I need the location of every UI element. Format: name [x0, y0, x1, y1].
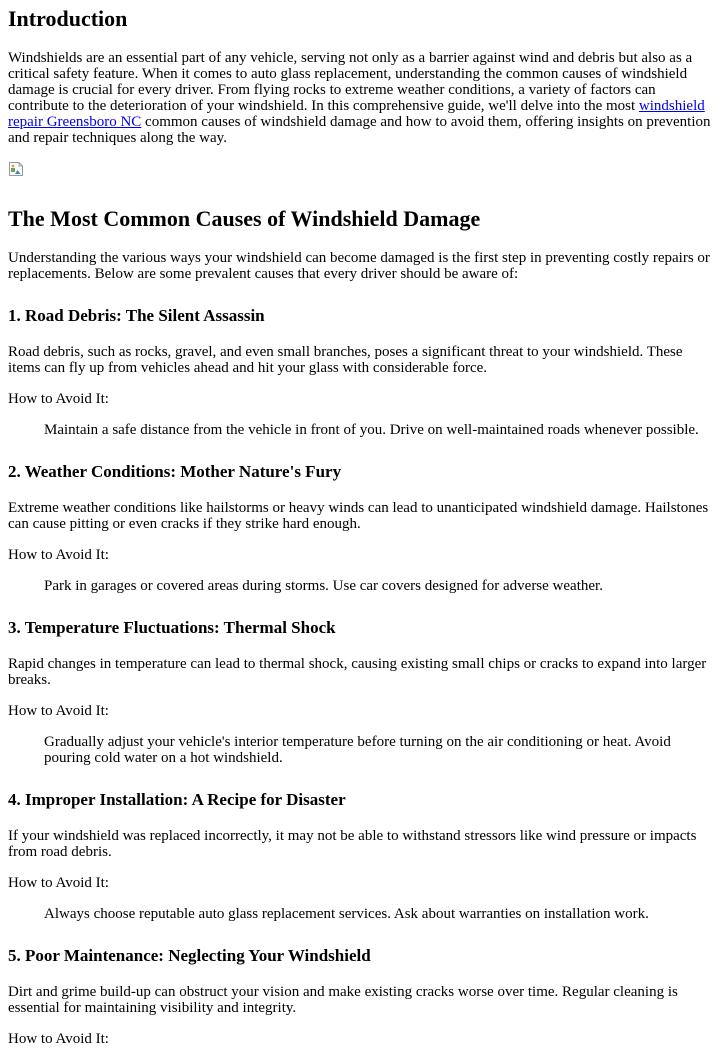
cause-5-title: 5. Poor Maintenance: Neglecting Your Windshield	[8, 946, 371, 965]
cause-1-body: Road debris, such as rocks, gravel, and even small branches, poses a significant threat to your windshield. These items can fly up from vehicles ahead and hit your glass with considerable force.	[8, 344, 683, 376]
cause-3-title: 3. Temperature Fluctuations: Thermal Shock	[8, 618, 336, 637]
windshield-repair-link[interactable]: windshield repair Greensboro NC	[8, 98, 705, 130]
broken-image-icon	[8, 161, 24, 177]
cause-1-title: 1. Road Debris: The Silent Assassin	[8, 306, 265, 325]
causes-heading: The Most Common Causes of Windshield Damage	[8, 206, 481, 231]
cause-2-tip: Park in garages or covered areas during storms. Use car covers designed for adverse weather.	[44, 578, 603, 594]
cause-4-avoid-label: How to Avoid It:	[8, 875, 109, 891]
cause-4-tip: Always choose reputable auto glass replacement services. Ask about warranties on installation work.	[44, 906, 649, 922]
causes-intro: Understanding the various ways your windshield can become damaged is the first step in preventing costly repairs or replacements. Below are some prevalent causes that every driver should be aware of:	[8, 250, 710, 282]
intro-text-before-link: Windshields are an essential part of any vehicle, serving not only as a barrier against wind and debris but also as a critical safety feature. When it comes to auto glass replacement, understanding the common causes of windshield damage is crucial for every driver. From flying rocks to extreme weather conditions, a variety of factors can contribute to the deterioration of your windshield. In this comprehensive guide, we'll delve into the most	[8, 50, 693, 114]
cause-5-avoid-label: How to Avoid It:	[8, 1031, 109, 1047]
intro-paragraph	[8, 50, 714, 146]
article	[8, 0, 714, 1062]
intro-text-after-link: common causes of windshield damage and how to avoid them, offering insights on prevention and repair techniques along the way.	[8, 114, 711, 146]
cause-2-title: 2. Weather Conditions: Mother Nature's Fury	[8, 462, 342, 481]
cause-2-body: Extreme weather conditions like hailstorms or heavy winds can lead to unanticipated windshield damage. Hailstones can cause pitting or even cracks if they strike hard enough.	[8, 500, 709, 532]
cause-3-avoid-label: How to Avoid It:	[8, 703, 109, 719]
cause-5-body: Dirt and grime build-up can obstruct your vision and make existing cracks worse over time. Regular cleaning is essential for maintaining visibility and integrity.	[8, 984, 678, 1016]
cause-4-body: If your windshield was replaced incorrectly, it may not be able to withstand stressors like wind pressure or impacts from road debris.	[8, 828, 697, 860]
cause-2-avoid-label: How to Avoid It:	[8, 547, 109, 563]
cause-3-body: Rapid changes in temperature can lead to thermal shock, causing existing small chips or cracks to expand into larger breaks.	[8, 656, 707, 688]
cause-4-title: 4. Improper Installation: A Recipe for Disaster	[8, 790, 346, 809]
cause-1-tip: Maintain a safe distance from the vehicle in front of you. Drive on well-maintained roads whenever possible.	[44, 422, 699, 438]
cause-3-tip: Gradually adjust your vehicle's interior temperature before turning on the air conditioning or heat. Avoid pouring cold water on a hot windshield.	[44, 734, 671, 766]
cause-1-avoid-label: How to Avoid It:	[8, 391, 109, 407]
intro-heading: Introduction	[8, 6, 128, 31]
